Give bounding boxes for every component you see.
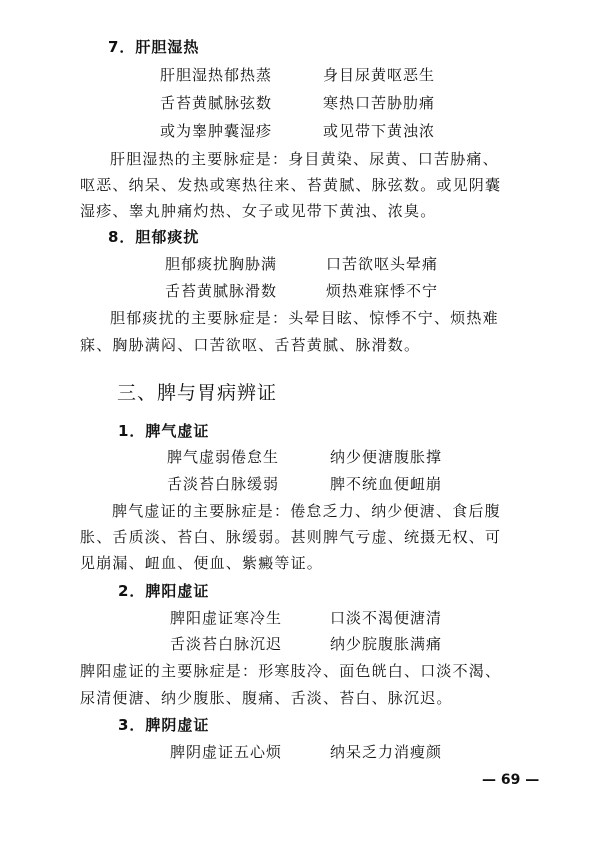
verse-line: 舌苔黄腻脉滑数 [165,282,278,300]
verse-line: 脾气虚弱倦怠生 [167,448,280,466]
verse-line: 口苦欲呕头晕痛 [326,255,439,273]
verse-line: 身目尿黄呕恶生 [323,66,436,84]
paragraph-line: 脾气虚证的主要脉症是：倦怠乏力、纳少便溏、食后腹 [112,502,501,520]
verse-line: 纳少脘腹胀满痛 [330,635,443,653]
verse-line: 或见带下黄浊浓 [323,122,436,140]
section-heading: 1．脾气虚证 [118,422,210,440]
paragraph-line: 胀、舌质淡、苔白、脉缓弱。甚则脾气亏虚、统摄无权、可 [80,528,502,546]
verse-line: 肝胆湿热郁热蒸 [160,66,273,84]
paragraph-line: 尿清便溏、纳少腹胀、腹痛、舌淡、苔白、脉沉迟。 [80,689,453,707]
paragraph-line: 呕恶、纳呆、发热或寒热往来、苔黄腻、脉弦数。或见阴囊 [80,176,502,194]
paragraph-line: 见崩漏、衄血、便血、紫癜等证。 [80,554,324,572]
paragraph-line: 脾阳虚证的主要脉症是：形寒肢冷、面色㿠白、口淡不渴、 [80,662,502,680]
verse-line: 脾阳虚证寒冷生 [170,609,283,627]
section-heading: 2．脾阳虚证 [118,582,210,600]
verse-line: 舌苔黄腻脉弦数 [160,94,273,112]
page-number: — 69 — [482,772,540,788]
paragraph-line: 寐、胸胁满闷、口苦欲呕、舌苔黄腻、脉滑数。 [80,336,421,354]
verse-line: 或为睾肿囊湿疹 [160,122,273,140]
verse-line: 口淡不渴便溏清 [330,609,443,627]
verse-line: 纳少便溏腹胀撑 [330,448,443,466]
section-heading: 8．胆郁痰扰 [108,228,200,246]
verse-line: 脾不统血便衄崩 [330,475,443,493]
paragraph-line: 湿疹、睾丸肿痛灼热、女子或见带下黄浊、浓臭。 [80,202,437,220]
section-heading: 3．脾阴虚证 [118,716,210,734]
verse-line: 烦热难寐悸不宁 [326,282,439,300]
section-heading: 7．肝胆湿热 [108,38,200,56]
verse-line: 舌淡苔白脉缓弱 [167,475,280,493]
verse-line: 寒热口苦胁肋痛 [323,94,436,112]
verse-line: 纳呆乏力消瘦颜 [330,743,443,761]
verse-line: 舌淡苔白脉沉迟 [170,635,283,653]
paragraph-line: 肝胆湿热的主要脉症是：身目黄染、尿黄、口苦胁痛、 [110,150,499,168]
paragraph-line: 胆郁痰扰的主要脉症是：头晕目眩、惊悸不宁、烦热难 [110,309,499,327]
verse-line: 脾阴虚证五心烦 [170,743,283,761]
part-title: 三、脾与胃病辨证 [117,382,278,404]
verse-line: 胆郁痰扰胸胁满 [165,255,278,273]
